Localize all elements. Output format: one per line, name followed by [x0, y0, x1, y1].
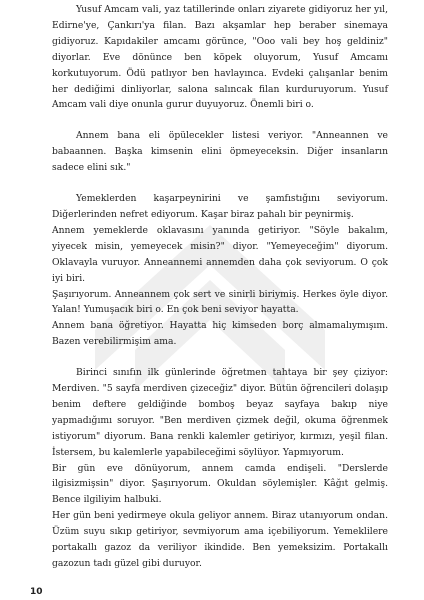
page-number: 10	[30, 587, 43, 597]
paragraph: Birinci sınıfın ilk günlerinde öğretmen tahtaya bir şey çiziyor: Merdiven. "5 sayfa merdiven çizeceğiz" diyor. Bütün öğrencileri dolaşıp benim deftere geldiğinde bomboş beyaz sayfaya bakıp niye yapmadığımı soruyor. "Ben merdiven çizmek değil, okuma öğrenmek istiyorum" diyorum. Bana renkli kalemler getiriyor, kırmızı, yeşil filan. İstersem, bu kalemlerle yapabileceğimi söylüyor. Yapmıyorum.	[52, 367, 388, 458]
paragraph: Yemeklerden kaşarpeynirini ve şamfıstığını seviyorum. Diğerlerinden nefret ediyorum. Kaşar biraz pahalı bir peynirmiş.	[52, 193, 388, 220]
paragraph: Bir gün eve dönüyorum, annem camda endişeli. "Derslerde ilgisizmişsin" diyor. Şaşırıyorum. Okuldan söylemişler. Kâğıt gelmiş. Bence ilgiliyim halbuki.	[52, 462, 388, 506]
paragraph: Annem bana öğretiyor. Hayatta hiç kimseden borç almamalıymışım. Bazen verebilirmişim ama.	[52, 320, 388, 348]
paragraph: Yusuf Amcam vali, yaz tatillerinde onları ziyarete gidiyoruz her yıl, Edirne'ye, Çankırı'ya filan. Bazı akşamlar hep beraber sinemaya gidiyoruz. Kapıdakiler amcamı görünce, "Ooo vali bey hoş geldiniz" diyorlar. Eve dönünce ben köpek oluyorum, Yusuf Amcamı korkutuyorum. Ödü patlıyor ben havlayınca. Evdeki çalışanlar benim her dediğimi dinliyorlar, salona salıncak filan kurduruyorum. Yusuf Amcam vali diye onunla gurur duyuyoruz. Önemli biri o.	[52, 4, 388, 111]
paragraph: Annem bana eli öpülecekler listesi veriyor. "Anneannen ve babaannen. Başka kimsenin elini öpmeyeceksin. Diğer insanların sadece elini sık."	[52, 130, 388, 174]
paragraph: Şaşırıyorum. Anneannem çok sert ve sinirli biriymiş. Herkes öyle diyor. Yalan! Yumuşacık biri o. En çok beni seviyor hayatta.	[52, 288, 388, 316]
paragraph: Annem yemeklerde oklavasını yanında getiriyor. "Söyle bakalım, yiyecek misin, yemeyecek misin?" diyor. "Yemeyeceğim" diyorum. Oklavayla vuruyor. Anneannemi annemden daha çok seviyorum. O çok iyi biri.	[52, 224, 388, 284]
paragraph: Her gün beni yedirmeye okula geliyor annem. Biraz utanıyorum ondan. Üzüm suyu sıkıp getiriyor, sevmiyorum ama içebiliyorum. Yemeklilere portakallı gazoz da veriliyor ikindide. Ben yemeksizim. Portakallı gazozun tadı güzel gibi duruyor.	[52, 510, 388, 569]
body-text	[52, 2, 388, 572]
